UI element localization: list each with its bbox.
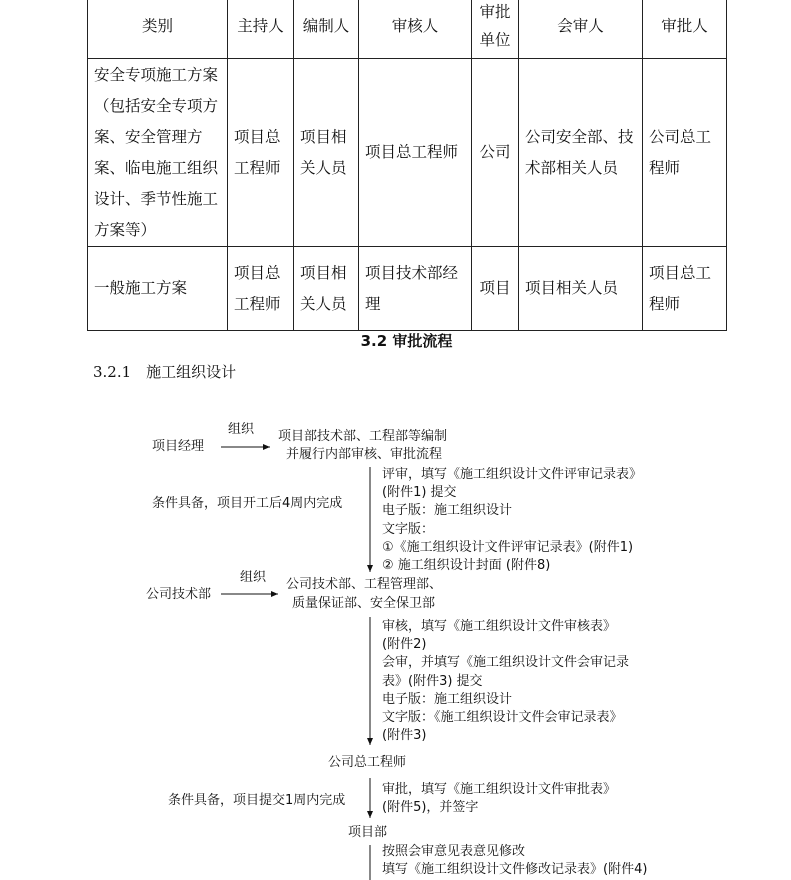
flow-condition: 条件具备，项目提交1周内完成 — [168, 793, 346, 808]
flow-note-line: 会审，并填写《施工组织设计文件会审记录 — [382, 655, 630, 671]
header-approval-unit: 审批 单位 — [472, 0, 519, 59]
flow-step-notes — [382, 843, 647, 879]
header-category: 类别 — [88, 0, 228, 59]
flow-verb-organize: 组织 — [228, 422, 255, 437]
flow-note-line: 电子版：施工组织设计 — [382, 691, 513, 707]
section-subheading: 3.2.1 施工组织设计 — [93, 363, 237, 381]
flow-note-line: 审批，填写《施工组织设计文件审批表》 — [382, 782, 617, 797]
flow-target-company-depts-2: 质量保证部、安全保卫部 — [292, 596, 436, 611]
flow-note-line: 文字版： — [382, 521, 435, 537]
flow-note-line: ①《施工组织设计文件评审记录表》(附件1) — [382, 539, 634, 555]
flow-note-line: 表》(附件3) 提交 — [382, 673, 483, 689]
header-reviewer: 审核人 — [359, 0, 472, 59]
flow-condition: 条件具备，项目开工后4周内完成 — [152, 496, 343, 511]
table-cell: 项目相关人员 — [519, 247, 643, 331]
flow-step-notes — [382, 781, 616, 817]
flow-verb-organize: 组织 — [240, 570, 267, 585]
table-cell: 项目总工程师 — [359, 59, 472, 247]
table-cell: 安全专项施工方案（包括安全专项方案、安全管理方案、临电施工组织设计、季节性施工方案等） — [88, 59, 228, 247]
table-cell: 一般施工方案 — [88, 247, 228, 331]
header-host: 主持人 — [228, 0, 294, 59]
table-cell: 项目相关人员 — [294, 247, 359, 331]
flow-node-project-dept: 项目部 — [348, 825, 388, 840]
flow-note-line: ② 施工组织设计封面 (附件8) — [382, 558, 551, 574]
table-cell: 公司 — [472, 59, 519, 247]
table-cell: 项目技术部经理 — [359, 247, 472, 331]
flow-note-line: 评审，填写《施工组织设计文件评审记录表》 — [382, 467, 643, 482]
flow-node-chief-engineer: 公司总工程师 — [328, 755, 407, 770]
header-joint-reviewer: 会审人 — [519, 0, 643, 59]
flow-node-project-manager: 项目经理 — [152, 439, 205, 454]
flow-note-line: 按照会审意见表意见修改 — [382, 844, 526, 859]
flow-target-project-dept-2: 并履行内部审核、审批流程 — [286, 447, 443, 462]
table-cell: 公司安全部、技术部相关人员 — [519, 59, 643, 247]
table-cell: 项目总工程师 — [228, 59, 294, 247]
flow-note-line: (附件1) 提交 — [382, 485, 457, 501]
section-heading: 3.2 审批流程 — [360, 332, 453, 350]
flow-note-line: 审核，填写《施工组织设计文件审核表》 — [382, 619, 617, 634]
flow-note-line: (附件2) — [382, 637, 427, 653]
header-approver: 审批人 — [643, 0, 727, 59]
table-cell: 项目总工程师 — [643, 247, 727, 331]
flow-note-line: (附件5)，并签字 — [382, 800, 479, 816]
flow-note-line: 填写《施工组织设计文件修改记录表》(附件4) — [382, 862, 648, 878]
flow-step-notes — [382, 618, 629, 745]
table-cell: 公司总工程师 — [643, 59, 727, 247]
flow-note-line: 文字版：《施工组织设计文件会审记录表》 — [382, 710, 623, 726]
table-cell: 项目 — [472, 247, 519, 331]
table-cell: 项目总工程师 — [228, 247, 294, 331]
flow-target-project-dept: 项目部技术部、工程部等编制 — [278, 429, 448, 444]
flow-node-company-tech-dept: 公司技术部 — [146, 587, 212, 602]
flow-step-notes — [382, 466, 642, 575]
header-author: 编制人 — [294, 0, 359, 59]
flow-note-line: (附件3) — [382, 728, 427, 744]
table-cell: 项目相关人员 — [294, 59, 359, 247]
flow-note-line: 电子版：施工组织设计 — [382, 503, 513, 519]
flow-target-company-depts: 公司技术部、工程管理部、 — [286, 577, 443, 592]
